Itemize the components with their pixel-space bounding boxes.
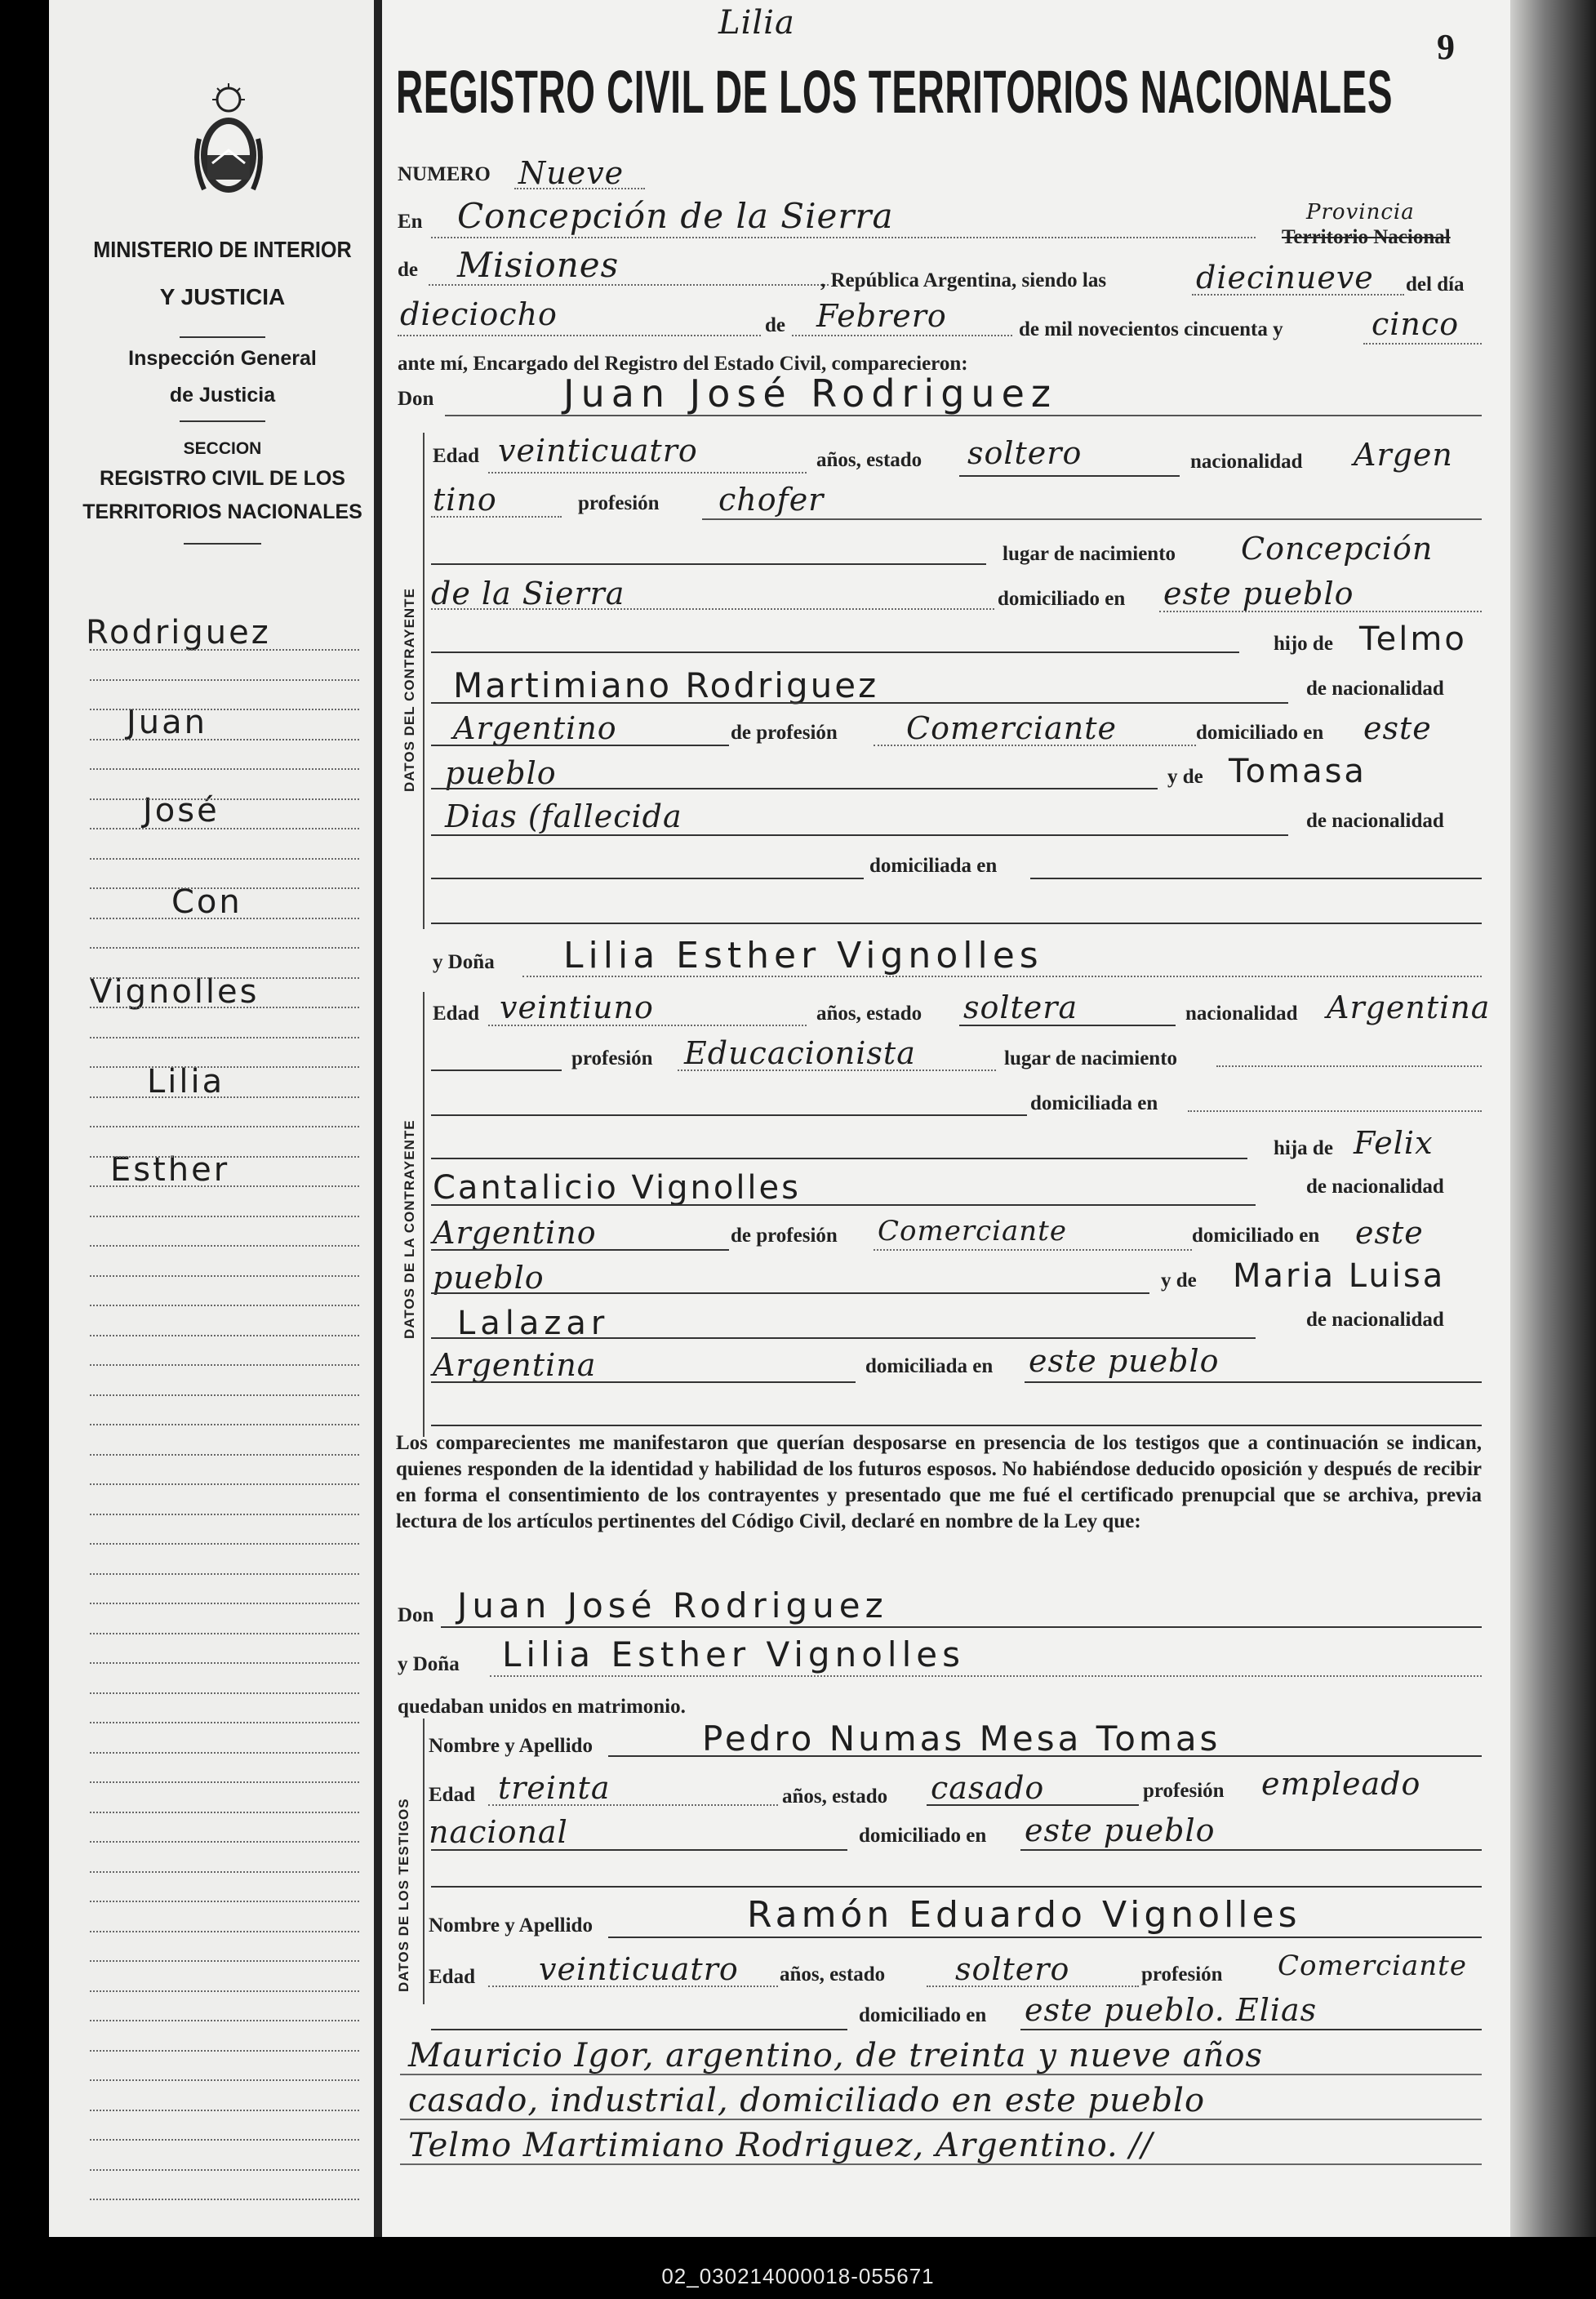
fill-line <box>431 516 562 518</box>
index-rule <box>90 1394 359 1396</box>
index-rule <box>90 1603 359 1604</box>
nacionalidad-label: nacionalidad <box>1185 1003 1298 1025</box>
dona-label: y Doña <box>433 951 495 973</box>
domiciliado-label: domiciliado en <box>998 588 1126 610</box>
inspection-line-1: Inspección General <box>128 347 317 370</box>
index-rule <box>90 2199 359 2200</box>
hijo-de-label: hijo de <box>1274 633 1333 655</box>
marginal-note: Lilia <box>718 4 795 42</box>
index-rule <box>90 1901 359 1902</box>
fill-line <box>874 745 1196 746</box>
padre-profesion-value: Comerciante <box>906 710 1117 746</box>
lugar-nac-label: lugar de nacimiento <box>1004 1047 1178 1069</box>
padre-value: Telmo <box>1359 620 1467 658</box>
padre-domicilio-value-cont: pueblo <box>433 1260 545 1296</box>
index-rule <box>90 2020 359 2021</box>
t1-nombre-value: Pedro Numas Mesa Tomas <box>702 1719 1221 1759</box>
fill-line <box>1192 294 1404 296</box>
t2-edad-value: veinticuatro <box>539 1951 739 1987</box>
index-rule <box>90 679 359 681</box>
index-rule <box>90 1275 359 1277</box>
index-rule <box>90 1126 359 1127</box>
t1-estado-value: casado <box>931 1770 1045 1806</box>
index-rule <box>90 1216 359 1217</box>
fill-line <box>431 923 1482 924</box>
index-rule <box>90 1543 359 1545</box>
declaration-paragraph: Los comparecientes me manifestaron que querían desposarse en presencia de los testigos que a continuación se indican, quienes responden de la identidad y habilidad de los futuros esposos. No habiéndose deducido oposición y después de recibir en forma el consentimiento de los contrayentes y presentado que me fué el certificado prenupcial que se archiva, previa lectura de los artículos pertinentes del Código Civil, declaré en nombre de la Ley que: <box>396 1432 1482 1532</box>
padre-domicilio-value: este <box>1355 1215 1424 1251</box>
fill-line <box>959 1025 1176 1026</box>
madre-nacionalidad-label: de nacionalidad <box>1306 810 1444 832</box>
fill-line <box>702 518 1482 520</box>
estado-value: soltera <box>963 989 1078 1025</box>
fill-line <box>431 1204 1256 1206</box>
hija-de-label: hija de <box>1274 1137 1333 1159</box>
t2-estado-value: soltero <box>955 1951 1070 1987</box>
index-rule <box>90 1424 359 1425</box>
domiciliada-label: domiciliada en <box>1030 1092 1158 1114</box>
anios-estado-label: años, estado <box>816 449 922 471</box>
madre-value-cont: Dias (fallecida <box>445 798 682 834</box>
lugar-nac-value-cont: de la Sierra <box>431 576 625 611</box>
index-rule <box>90 1066 359 1068</box>
index-name-6: Lilia <box>147 1063 225 1101</box>
edad-label: Edad <box>433 445 479 467</box>
index-rule <box>90 1990 359 1992</box>
nacionalidad-value: Argentina <box>1327 989 1491 1025</box>
de-nacionalidad-label: de nacionalidad <box>1306 1176 1444 1198</box>
index-rule <box>90 1305 359 1306</box>
fill-line <box>400 2074 1482 2075</box>
addendum-line-3: Telmo Martimiano Rodriguez, Argentino. // <box>408 2127 1154 2164</box>
contrayente-side-label: DATOS DEL CONTRAYENTE <box>402 588 417 792</box>
index-rule <box>90 1096 359 1098</box>
fill-line <box>1363 343 1482 345</box>
block-bracket <box>423 1719 425 2004</box>
t1-domiciliado-label: domiciliado en <box>859 1825 987 1847</box>
fill-line <box>431 834 1288 836</box>
fill-line <box>874 1249 1192 1251</box>
padre-value-cont: Cantalicio Vignolles <box>433 1169 801 1207</box>
fill-line <box>1159 611 1482 612</box>
index-rule <box>90 1573 359 1575</box>
edad-label: Edad <box>433 1003 479 1025</box>
index-rule <box>90 1185 359 1187</box>
fill-line <box>431 745 729 746</box>
section-line-2: REGISTRO CIVIL DE LOS <box>100 467 345 490</box>
de-label: de <box>398 259 418 281</box>
index-rule <box>90 1841 359 1843</box>
index-rule <box>90 1245 359 1247</box>
index-rule <box>90 2050 359 2052</box>
don-value: Juan José Rodriguez <box>563 371 1058 416</box>
quedaban-text: quedaban unidos en matrimonio. <box>398 1696 686 1718</box>
t2-domicilio-value: este pueblo. Elias <box>1025 1992 1318 2028</box>
madre-nacionalidad-value: Argentina <box>433 1347 597 1383</box>
mil-text: de mil novecientos cincuenta y <box>1019 318 1283 340</box>
padre-value-cont: Martimiano Rodriguez <box>453 665 879 705</box>
index-rule <box>90 887 359 889</box>
fill-line <box>431 1886 1482 1888</box>
fill-line <box>431 788 1158 789</box>
fill-line <box>431 702 1288 704</box>
fill-line <box>927 1986 1139 1987</box>
madre-value: Tomasa <box>1229 753 1367 790</box>
fill-line <box>400 2163 1482 2165</box>
index-rule <box>90 977 359 979</box>
index-name-5: Vignolles <box>90 973 260 1011</box>
index-name-3: José <box>143 792 220 829</box>
del-dia-label: del día <box>1406 273 1465 296</box>
block-bracket <box>423 992 425 1437</box>
padre-profesion-value: Comerciante <box>878 1215 1067 1247</box>
addendum-line-2: casado, industrial, domiciliado en este pueblo <box>408 2082 1206 2119</box>
mes-value: Febrero <box>816 298 947 334</box>
en-value: Concepción de la Sierra <box>457 196 894 236</box>
fill-line <box>431 237 1256 238</box>
padre-value: Felix <box>1354 1125 1434 1161</box>
testigos-side-label: DATOS DE LOS TESTIGOS <box>396 1798 411 1992</box>
fill-line <box>608 1937 1482 1938</box>
union-dona-label: y Doña <box>398 1653 460 1675</box>
fill-line <box>514 188 645 189</box>
fill-line <box>1030 878 1482 879</box>
fill-line <box>400 2119 1482 2120</box>
t1-domicilio-value: este pueblo <box>1025 1812 1216 1848</box>
fill-line <box>431 1292 1149 1294</box>
index-rule <box>90 1960 359 1962</box>
madre-domiciliada-label: domiciliada en <box>865 1355 994 1377</box>
madre-value-cont: Lalazar <box>457 1305 610 1342</box>
union-dona-value: Lilia Esther Vignolles <box>502 1634 965 1674</box>
fill-line <box>522 976 1482 977</box>
inspection-line-2: de Justicia <box>169 384 276 407</box>
fill-line <box>398 335 761 336</box>
contrayenta-side-label: DATOS DE LA CONTRAYENTE <box>402 1119 417 1339</box>
de-profesion-label: de profesión <box>731 1225 838 1247</box>
numero-value: Nueve <box>518 155 625 191</box>
de-profesion-label: de profesión <box>731 722 838 744</box>
fill-line <box>431 651 1239 653</box>
index-rule <box>90 828 359 829</box>
edad-value: veinticuatro <box>498 433 698 469</box>
fill-line <box>678 1069 996 1071</box>
sidebar-rule <box>184 543 261 545</box>
anios-estado-label: años, estado <box>816 1003 922 1025</box>
index-rule <box>90 1633 359 1634</box>
index-rule <box>90 739 359 740</box>
padre-nacionalidad-value: Argentino <box>433 1215 597 1251</box>
t1-edad-value: treinta <box>498 1770 611 1806</box>
union-don-value: Juan José Rodriguez <box>457 1585 888 1625</box>
fill-line <box>441 1626 1482 1628</box>
de-value: Misiones <box>457 245 620 285</box>
section-line-3: TERRITORIOS NACIONALES <box>82 500 362 523</box>
index-rule <box>90 858 359 860</box>
fill-line <box>431 2029 847 2030</box>
index-rule <box>90 1662 359 1664</box>
index-rule <box>90 1931 359 1932</box>
binding-spine <box>374 0 382 2237</box>
fill-line <box>431 1425 1482 1426</box>
index-name-7: Esther <box>110 1151 230 1189</box>
fill-line <box>431 1337 1256 1339</box>
t2-nombre-value: Ramón Eduardo Vignolles <box>747 1894 1301 1936</box>
index-name-2: Juan <box>127 704 208 741</box>
fill-line <box>431 563 986 565</box>
index-rule <box>90 2079 359 2081</box>
de-nacionalidad-label: de nacionalidad <box>1306 678 1444 700</box>
fill-line <box>431 608 994 610</box>
index-rule <box>90 1156 359 1158</box>
t1-nacionalidad-value: nacional <box>429 1814 568 1850</box>
padre-nacionalidad-value: Argentino <box>453 710 617 746</box>
index-rule <box>90 709 359 710</box>
index-rule <box>90 918 359 919</box>
index-rule <box>90 2110 359 2111</box>
t1-anios-estado-label: años, estado <box>782 1785 888 1808</box>
padre-domicilio-value-cont: pueblo <box>445 755 557 791</box>
nacionalidad-value: Argen <box>1354 437 1453 473</box>
anio-value: cinco <box>1371 306 1460 342</box>
index-rule <box>90 947 359 949</box>
profesion-value: Educacionista <box>684 1035 916 1071</box>
fill-line <box>1020 2029 1482 2030</box>
index-rule <box>90 1871 359 1873</box>
index-rule <box>90 1454 359 1456</box>
index-rule <box>90 768 359 770</box>
madre-domiciliada-label: domiciliada en <box>869 855 998 877</box>
dia-value: dieciocho <box>400 296 558 332</box>
sidebar-rule <box>180 420 265 422</box>
t1-edad-label: Edad <box>429 1784 475 1806</box>
fill-line <box>488 1025 807 1026</box>
republica-text: , República Argentina, siendo las <box>820 269 1107 291</box>
fill-line <box>431 1381 856 1383</box>
madre-domicilio-value: este pueblo <box>1029 1343 1220 1379</box>
index-rule <box>90 798 359 800</box>
fill-line <box>1216 1065 1482 1067</box>
page-number: 9 <box>1437 27 1455 67</box>
lugar-nac-label: lugar de nacimiento <box>1003 543 1176 565</box>
t2-profesion-value: Comerciante <box>1278 1950 1467 1982</box>
index-rule <box>90 1752 359 1754</box>
estado-value: soltero <box>967 435 1083 471</box>
index-rule <box>90 1037 359 1038</box>
madre-nacionalidad-label: de nacionalidad <box>1306 1309 1444 1331</box>
profesion-label: profesión <box>578 492 660 514</box>
fill-line <box>431 1249 729 1251</box>
coat-of-arms-icon <box>188 82 269 204</box>
fill-line <box>608 1755 1482 1757</box>
fill-line <box>488 472 807 474</box>
index-rule <box>90 1812 359 1813</box>
fill-line <box>1188 1110 1482 1112</box>
index-rule <box>90 1722 359 1723</box>
index-rule <box>90 1692 359 1694</box>
section-line-1: SECCION <box>183 439 262 458</box>
ante-mi-text: ante mí, Encargado del Registro del Estado Civil, comparecieron: <box>398 353 968 375</box>
t2-edad-label: Edad <box>429 1966 475 1988</box>
don-label: Don <box>398 388 434 410</box>
index-rule <box>90 1514 359 1515</box>
y-de-label: y de <box>1161 1270 1197 1292</box>
lugar-nac-value: Concepción <box>1241 531 1434 567</box>
fill-line <box>431 1114 1027 1116</box>
ministry-line-2: Y JUSTICIA <box>159 284 286 309</box>
t2-domiciliado-label: domiciliado en <box>859 2004 987 2026</box>
fill-line <box>959 475 1180 477</box>
document-id: 02_030214000018-055671 <box>661 2264 935 2288</box>
territorio-label: Territorio Nacional <box>1282 226 1451 248</box>
block-bracket <box>423 433 425 929</box>
index-rule <box>90 2139 359 2141</box>
index-rule <box>90 1335 359 1336</box>
provincia-note: Provincia <box>1306 200 1415 225</box>
page-title: REGISTRO CIVIL DE LOS TERRITORIOS NACIONALES <box>396 58 1394 126</box>
fill-line <box>488 1986 778 1987</box>
fill-line <box>431 1069 562 1071</box>
fill-line <box>429 284 829 286</box>
hora-value: diecinueve <box>1196 260 1374 296</box>
sidebar-rule <box>180 336 265 338</box>
t1-profesion-label: profesión <box>1143 1780 1225 1802</box>
fill-line <box>445 415 1482 416</box>
numero-label: NUMERO <box>398 163 491 185</box>
index-rule <box>90 1007 359 1008</box>
t2-profesion-label: profesión <box>1141 1963 1223 1986</box>
padre-domicilio-label: domiciliado en <box>1196 722 1324 744</box>
fill-line <box>488 1804 778 1806</box>
fill-line <box>431 878 864 879</box>
t1-nombre-label: Nombre y Apellido <box>429 1735 593 1757</box>
index-rule <box>90 649 359 651</box>
index-rule <box>90 1483 359 1485</box>
index-rule <box>90 1364 359 1366</box>
union-don-label: Don <box>398 1604 434 1626</box>
edad-value: veintiuno <box>500 989 654 1025</box>
profesion-label: profesión <box>571 1047 653 1069</box>
mes-de-label: de <box>765 314 785 336</box>
nacionalidad-value-cont: tino <box>433 482 497 518</box>
fill-line <box>927 1804 1139 1806</box>
fill-line <box>431 1158 1247 1159</box>
domicilio-value: este pueblo <box>1163 576 1354 611</box>
nacionalidad-label: nacionalidad <box>1190 451 1303 473</box>
y-de-label: y de <box>1167 766 1203 788</box>
dona-value: Lilia Esther Vignolles <box>563 935 1043 976</box>
fill-line <box>1025 1381 1482 1383</box>
fill-line <box>431 1849 847 1851</box>
profesion-value: chofer <box>718 482 825 518</box>
index-name-4: Con <box>171 883 242 921</box>
fill-line <box>1020 1849 1482 1851</box>
padre-domicilio-value: este <box>1363 710 1432 746</box>
page-edge-shadow <box>1510 0 1596 2237</box>
index-name-1: Rodriguez <box>86 614 271 651</box>
padre-domicilio-label: domiciliado en <box>1192 1225 1320 1247</box>
madre-value: Maria Luisa <box>1233 1257 1446 1295</box>
fill-line <box>792 335 1012 336</box>
ministry-line-1: MINISTERIO DE INTERIOR <box>93 237 352 262</box>
t2-anios-estado-label: años, estado <box>780 1963 886 1986</box>
addendum-line-1: Mauricio Igor, argentino, de treinta y nueve años <box>408 2037 1264 2074</box>
fill-line <box>490 1675 1482 1677</box>
index-rule <box>90 2169 359 2171</box>
t1-profesion-value: empleado <box>1261 1766 1421 1802</box>
en-label: En <box>398 211 423 233</box>
t2-nombre-label: Nombre y Apellido <box>429 1914 593 1937</box>
index-rule <box>90 1781 359 1783</box>
